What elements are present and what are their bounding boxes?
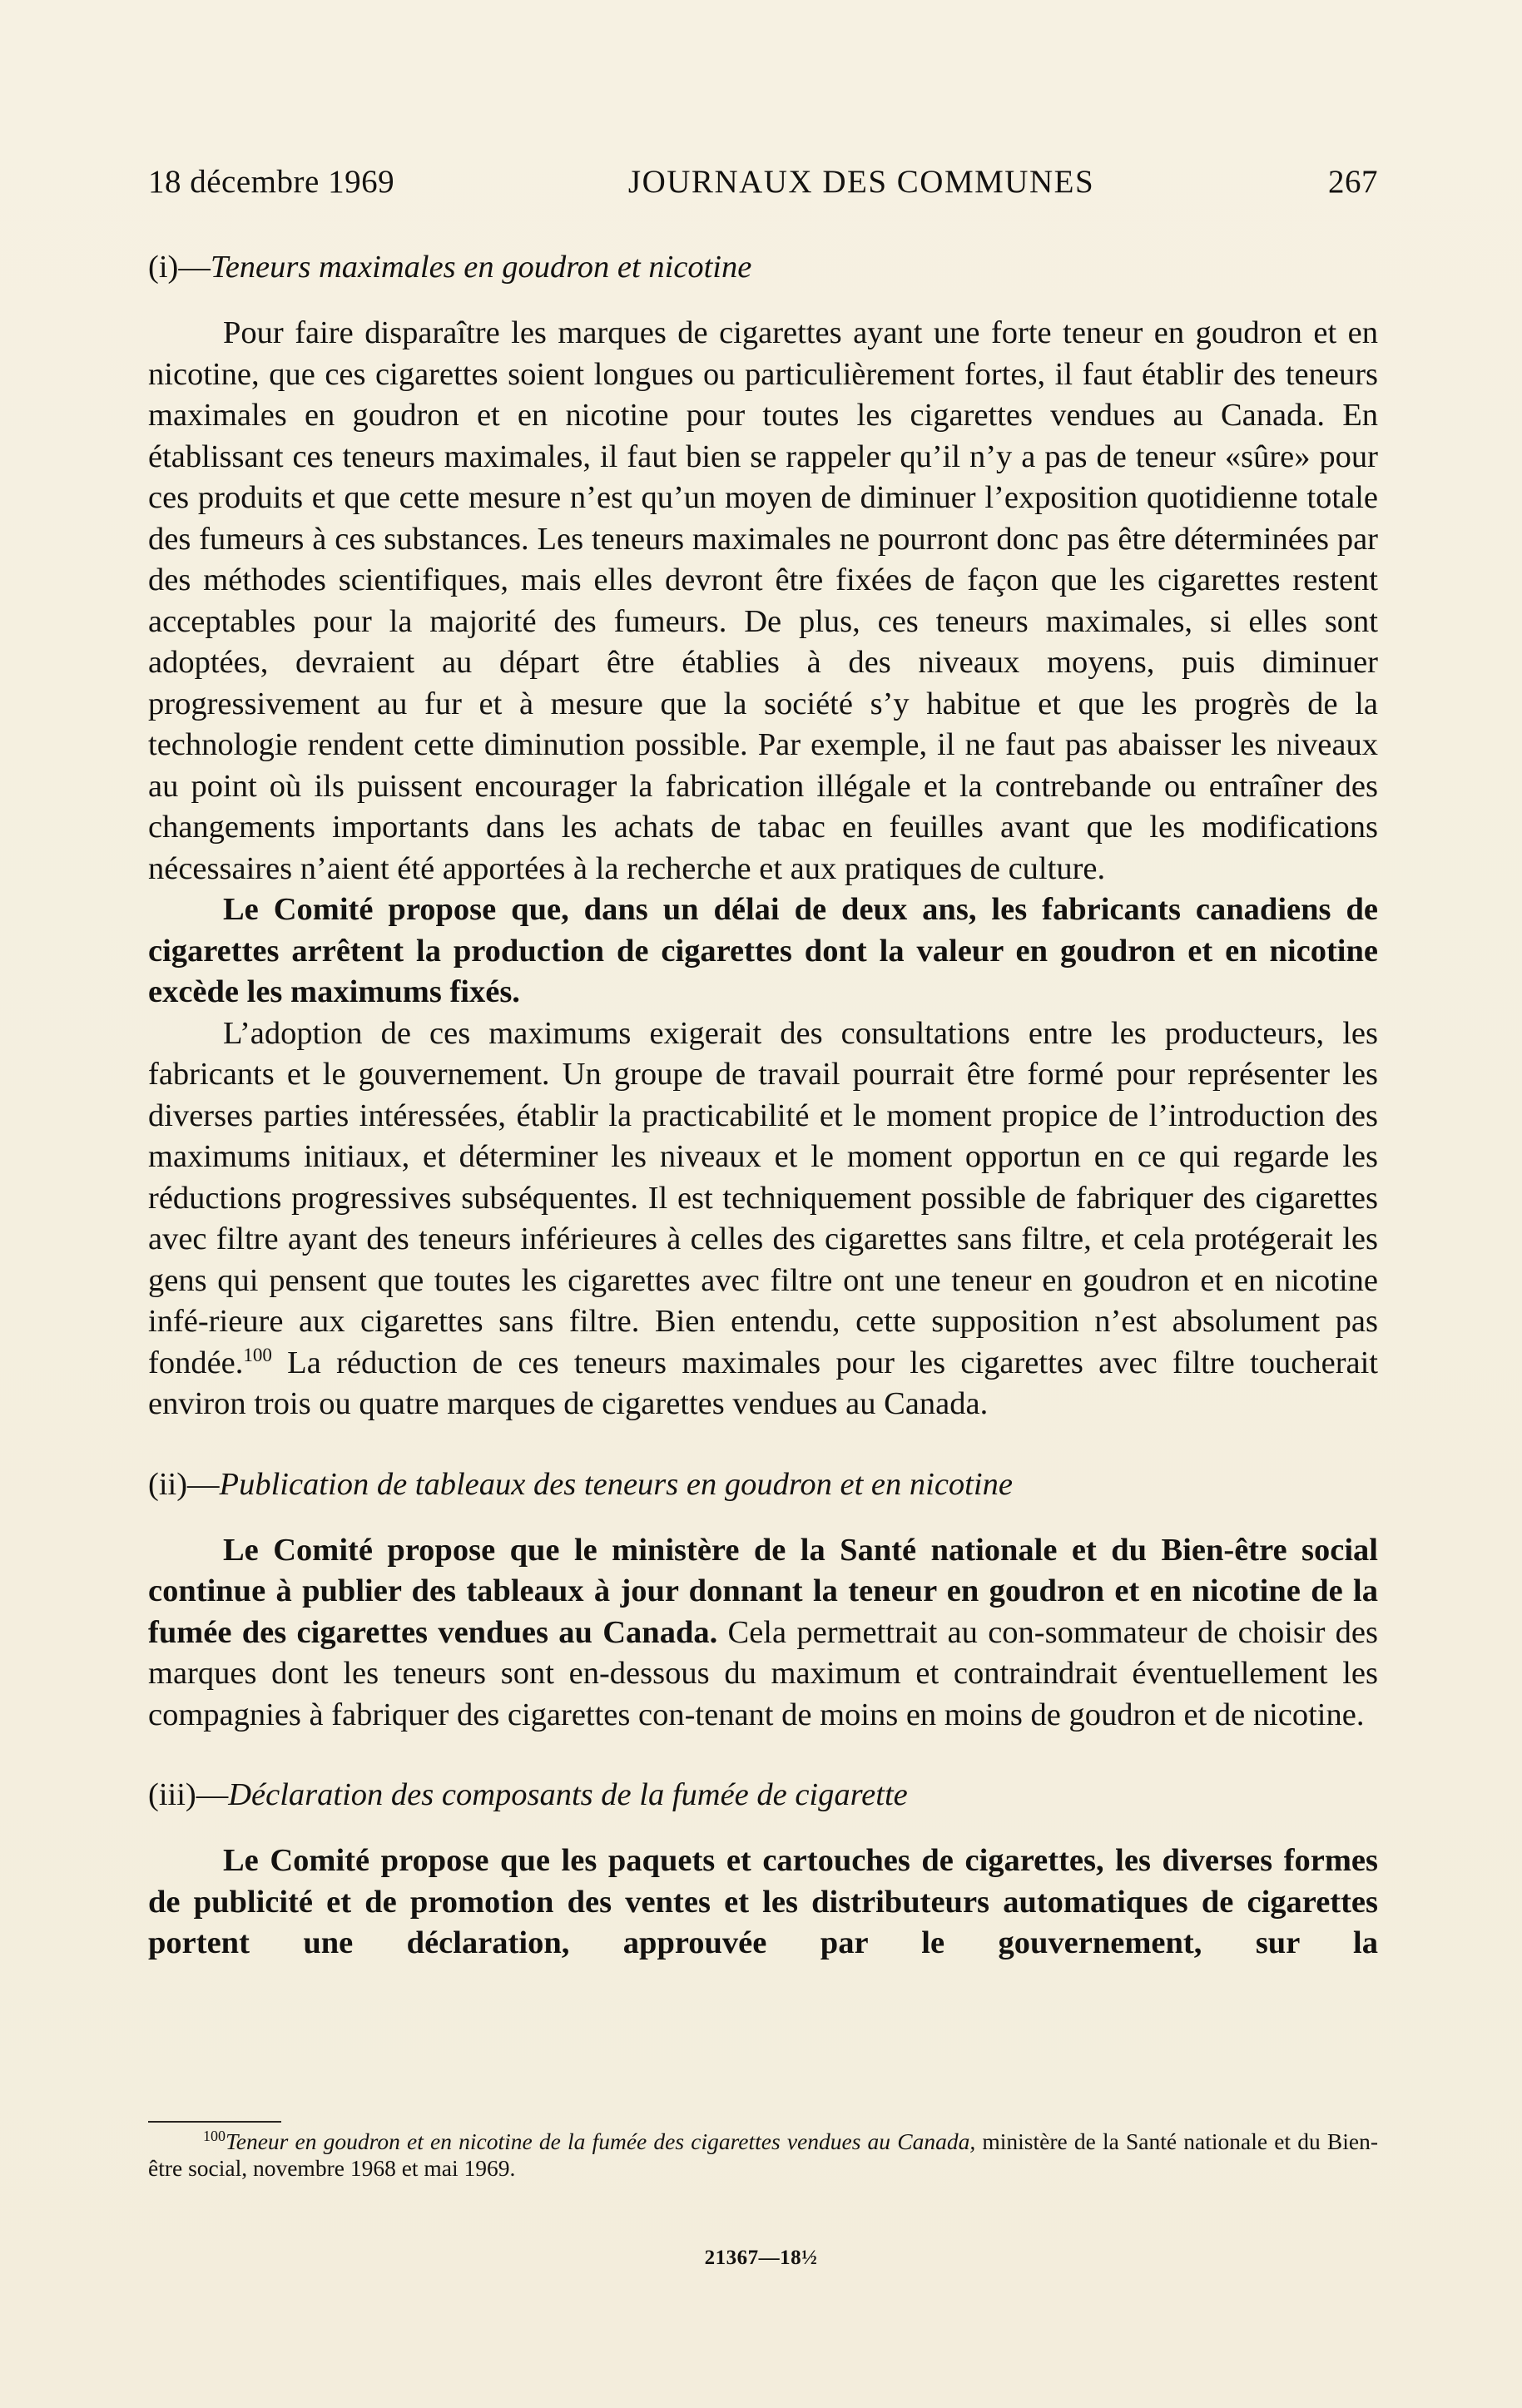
section-heading-ii [148,1464,1378,1505]
text-column [148,163,1378,2005]
footnote-source-details: ministère de la Santé nationale et du Bien-être social, novembre 1968 et mai 1969. [148,2128,1378,2181]
paragraph-recommendation [148,1530,1378,1737]
footnote-source-title: Teneur en goudron et en nicotine de la fumée des cigarettes vendues au Canada, [226,2128,976,2154]
section-heading-iii [148,1774,1378,1816]
paragraph-recommendation [148,1841,1378,2005]
paragraph-text: L’adoption de ces maximums exigerait des consultations entre les producteurs, les fabricants et le gouvernement. Un groupe de travail pourrait être formé pour représenter les diverses parties intéressées, établir la practicabilité et le moment propice de l’introduction des maximums initiaux, et déterminer les niveaux et le moment opportun en ce qui regarde les réductions progressives subséquentes. Il est techniquement possible de fabriquer des cigarettes avec filtre ayant des teneurs inférieures à celles des cigarettes sans filtre, et cela protégerait les gens qui pensent que toutes les cigarettes avec filtre ont une teneur en goudron et en nicotine infé-rieure aux cigarettes sans filtre. Bien entendu, cette supposition n’est absolument pas fondée. [148,1015,1378,1380]
section-title: Teneurs maximales en goudron et nicotine [210,250,752,285]
footnote [148,2128,1378,2182]
header-page-number: 267 [1328,164,1378,200]
paragraph-recommendation [148,889,1378,1013]
recommendation-text: Le Comité propose que les paquets et cartouches de cigarettes, les diverses formes de publicité et de promotion des ventes et les distributeurs automatiques de cigarettes portent une déclaration, approuvée par le gouvernement, sur la [148,1843,1378,1960]
section-heading-i [148,246,1378,288]
paragraph-text: Cela permettrait au con-sommateur de choisir des marques dont les teneurs sont en-dessous du maximum et contraindrait éventuellement les compagnies à fabriquer des cigarettes con-tenant de moins en moins de goudron et de nicotine. [148,1614,1379,1732]
paragraph-text: La réduction de ces teneurs maximales pour les cigarettes avec filtre toucherait environ trois ou quatre marques de cigarettes vendues au Canada. [148,1345,1378,1421]
section-title: Publication de tableaux des teneurs en goudron et en nicotine [219,1466,1013,1502]
header-title: JOURNAUX DES COMMUNES [627,164,1095,200]
running-head [148,163,1378,213]
section-number: (i)— [148,250,211,285]
paragraph [148,313,1378,889]
header-date: 18 décembre 1969 [148,164,395,200]
footnote-divider [148,2121,281,2123]
footnote-number: 100 [203,2127,226,2144]
paragraph-text: Pour faire disparaître les marques de cigarettes ayant une forte teneur en goudron et en nicotine, que ces cigarettes soient longues ou particulièrement fortes, il faut établir des teneurs maximales en goudron et en nicotine pour toutes les cigarettes vendues au Canada. En établissant ces teneurs maximales, il faut bien se rappeler qu’il n’y a pas de teneur «sûre» pour ces produits et que cette mesure n’est qu’un moyen de diminuer l’exposition quotidienne totale des fumeurs à ces substances. Les teneurs maximales ne pourront donc pas être déterminées par des méthodes scientifiques, mais elles devront être fixées de façon que les cigarettes restent acceptables pour la majorité des fumeurs. De plus, ces teneurs maximales, si elles sont adoptées, devraient au départ être établies à des niveaux moyens, puis diminuer progressivement au fur et à mesure que la société s’y habitue et que les progrès de la technologie rendent cette diminution possible. Par exemple, il ne faut pas abaisser les niveaux au point où ils puissent encourager la fabrication illégale et la contrebande ou entraîner des changements importants dans les achats de tabac en feuilles avant que les modifications nécessaires n’aient été apportées à la recherche et aux pratiques de culture. [148,315,1378,886]
recommendation-text: Le Comité propose que le ministère de la Santé nationale et du Bien-être social continue à publier des tableaux à jour donnant la teneur en goudron et en nicotine de la fumée des cigarettes vendues au Canada. [148,1532,1378,1650]
section-title: Déclaration des composants de la fumée de cigarette [228,1777,908,1812]
paragraph [148,1013,1378,1425]
recommendation-text: Le Comité propose que, dans un délai de deux ans, les fabricants canadiens de cigarettes arrêtent la production de cigarettes dont la valeur en goudron et en nicotine excède les maximums fixés. [148,892,1378,1009]
footnote-reference[interactable]: 100 [243,1344,272,1365]
printer-signature-code: 21367—18½ [704,2247,818,2269]
section-number: (iii)— [148,1777,229,1812]
section-number: (ii)— [148,1466,220,1502]
